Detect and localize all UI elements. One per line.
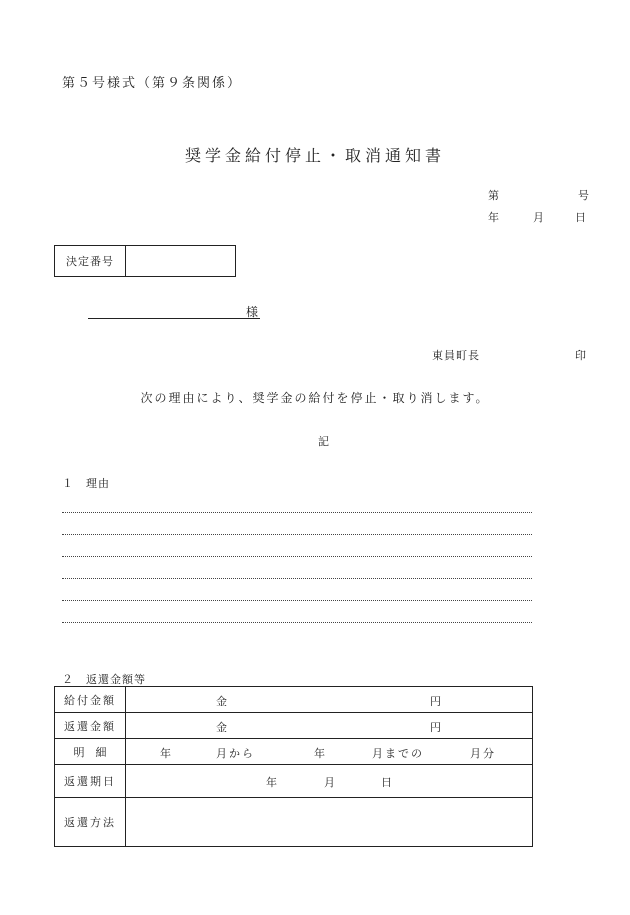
document-number-date	[488, 187, 588, 231]
details-year-from: 年	[160, 747, 171, 760]
reason-line[interactable]	[62, 556, 532, 557]
date-month: 月	[533, 211, 544, 224]
refund-deadline-label: 返還期日	[55, 765, 126, 798]
reason-heading: １ 理由	[62, 477, 110, 490]
recipient-line[interactable]	[88, 303, 260, 319]
payment-amount-field[interactable]	[126, 687, 533, 713]
details-year-until: 年	[314, 747, 325, 760]
deadline-month: 月	[324, 776, 335, 789]
payment-amount-yen: 円	[430, 695, 441, 708]
refund-deadline-field[interactable]	[126, 765, 533, 798]
decision-number-box	[54, 245, 236, 277]
refund-amount-kin: 金	[216, 721, 227, 734]
reason-line[interactable]	[62, 534, 532, 535]
document-title: 奨学金給付停止・取消通知書	[184, 146, 445, 165]
payment-amount-label: 給付金額	[55, 687, 126, 713]
details-field[interactable]	[126, 739, 533, 765]
decision-number-field[interactable]	[126, 246, 235, 276]
table-row	[55, 798, 533, 847]
date-year: 年	[488, 211, 499, 224]
details-label: 明 細	[55, 739, 126, 765]
reason-line[interactable]	[62, 600, 532, 601]
deadline-year: 年	[266, 776, 277, 789]
refund-amount-yen: 円	[430, 721, 441, 734]
refund-heading: ２ 返還金額等	[62, 673, 146, 686]
decision-number-label: 決定番号	[55, 246, 126, 276]
table-row	[55, 739, 533, 765]
deadline-day: 日	[381, 776, 392, 789]
document-number-line	[488, 187, 588, 209]
notice-body-text: 次の理由により、奨学金の給付を停止・取り消します。	[140, 391, 490, 405]
refund-table	[54, 686, 533, 847]
details-month-from: 月から	[216, 747, 255, 760]
details-month-until: 月までの	[372, 747, 424, 760]
payment-amount-kin: 金	[216, 695, 227, 708]
doc-number-prefix: 第	[488, 189, 499, 202]
issue-date-line	[488, 209, 588, 231]
date-day: 日	[575, 211, 586, 224]
issuer-name: 東員町長	[432, 349, 480, 362]
refund-method-label: 返還方法	[55, 798, 126, 847]
seal-mark: 印	[575, 349, 586, 362]
form-id: 第５号様式（第９条関係）	[62, 76, 243, 91]
recipient-honorific: 様	[245, 305, 258, 319]
reason-line[interactable]	[62, 622, 532, 623]
refund-amount-field[interactable]	[126, 713, 533, 739]
doc-number-suffix: 号	[578, 189, 589, 202]
reason-line[interactable]	[62, 512, 532, 513]
table-row	[55, 687, 533, 713]
table-row	[55, 713, 533, 739]
details-months: 月分	[470, 747, 496, 760]
ki-heading: 記	[318, 435, 329, 448]
table-row	[55, 765, 533, 798]
reason-line[interactable]	[62, 578, 532, 579]
refund-amount-label: 返還金額	[55, 713, 126, 739]
refund-method-field[interactable]	[126, 798, 533, 847]
